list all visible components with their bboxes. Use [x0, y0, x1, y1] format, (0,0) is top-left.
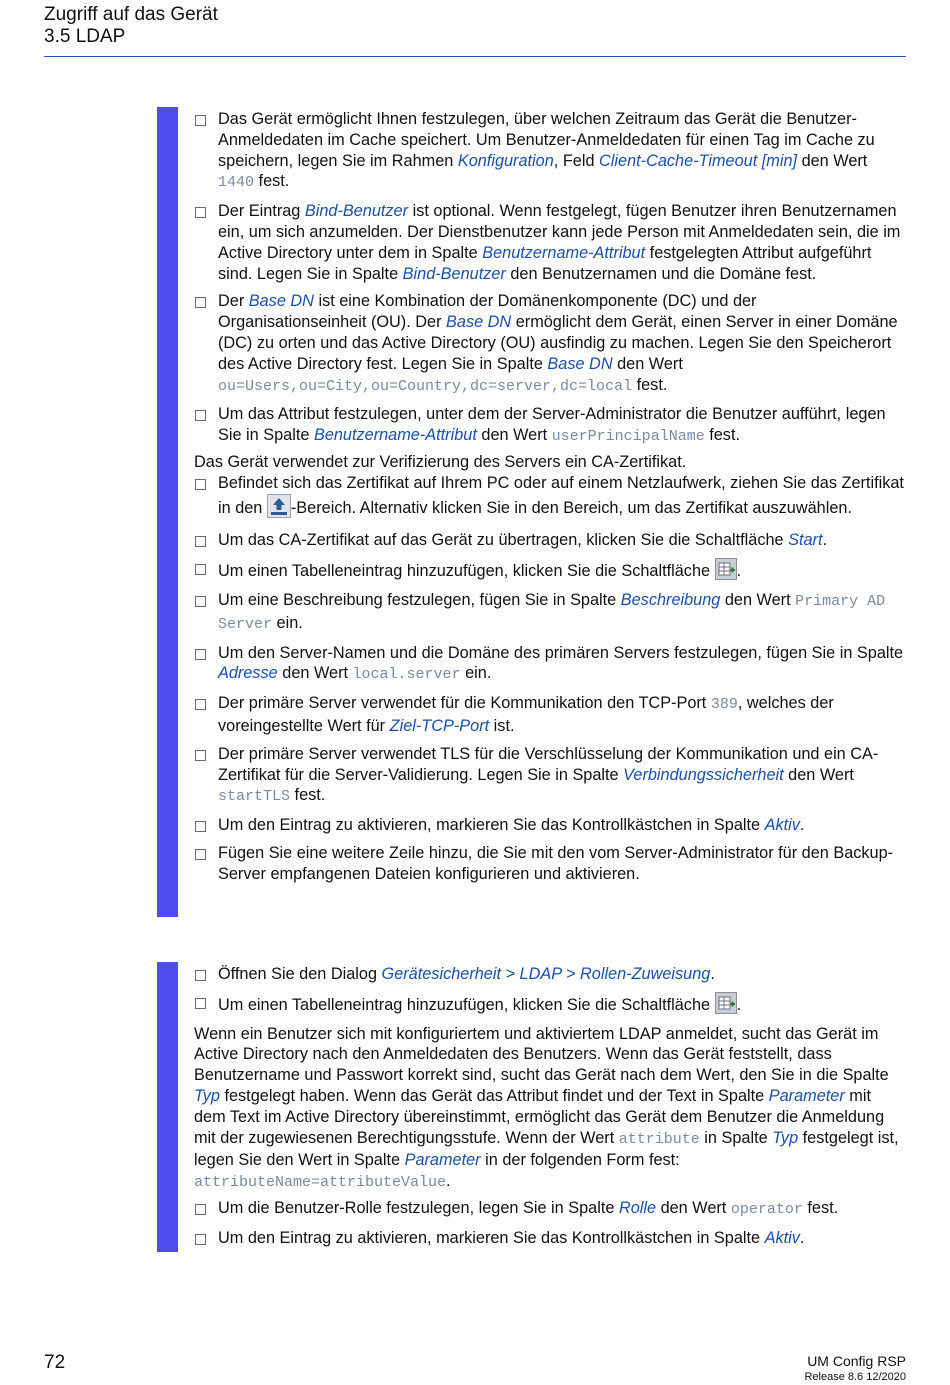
- ui-reference: Typ: [194, 1086, 220, 1105]
- list-item: Öffnen Sie den Dialog Gerätesicherheit > LDAP > Rollen-Zuweisung.: [194, 964, 906, 985]
- ui-reference: Parameter: [404, 1151, 481, 1170]
- list-item: Um den Eintrag zu aktivieren, markieren Sie das Kontrollkästchen in Spalte Aktiv.: [194, 1228, 906, 1249]
- section-title: 3.5 LDAP: [44, 26, 126, 47]
- list-item: Um einen Tabelleneintrag hinzuzufügen, klicken Sie die Schaltfläche .: [194, 992, 906, 1020]
- checkbox-bullet-icon: [195, 115, 206, 126]
- list-item: Der Base DN ist eine Kombination der Domänenkomponente (DC) und der Organisationseinheit (OU). Der Base DN ermöglicht dem Gerät, einen Server in einer Domäne (DC) zu orten und das Active Directory (OU) ausfindig zu machen. Legen Sie den Speicherort des Active Directory fest. Legen Sie in Spalte Base DN den Wert ou=Users,ou=City,ou=Country,dc=server,dc=local fest.: [194, 291, 906, 397]
- checkbox-bullet-icon: [195, 410, 206, 421]
- ui-reference: Base DN: [547, 354, 613, 373]
- checkbox-bullet-icon: [195, 536, 206, 547]
- list-item: Um eine Beschreibung festzulegen, fügen Sie in Spalte Beschreibung den Wert Primary AD Server ein.: [194, 590, 906, 636]
- code-value: attributeName=attributeValue: [194, 1174, 447, 1192]
- ui-reference: Start: [788, 531, 823, 550]
- document-title: UM Config RSP: [807, 1353, 906, 1369]
- checkbox-bullet-icon: [195, 297, 206, 308]
- list-item: Um den Server-Namen und die Domäne des primären Servers festzulegen, fügen Sie in Spalte Adresse den Wert local.server ein.: [194, 643, 906, 687]
- code-value: operator: [730, 1200, 803, 1218]
- ui-reference: Base DN: [248, 292, 314, 311]
- release-info: Release 8.6 12/2020: [804, 1371, 906, 1383]
- checkbox-bullet-icon: [195, 596, 206, 607]
- ui-reference: Adresse: [218, 664, 278, 683]
- ui-reference: Benutzername-Attribut: [482, 243, 646, 262]
- ui-reference: Benutzername-Attribut: [313, 426, 477, 445]
- code-value: ou=Users,ou=City,ou=Country,dc=server,dc=local: [218, 377, 633, 395]
- ui-reference: Aktiv: [764, 816, 800, 835]
- chapter-title: Zugriff auf das Gerät: [44, 4, 218, 25]
- code-value: Primary AD Server: [218, 592, 886, 633]
- list-item: Der Eintrag Bind-Benutzer ist optional. Wenn festgelegt, fügen Benutzer ihren Benutzernamen ein, um sich anzumelden. Der Dienstbenutzer kann jede Person mit Anmeldedaten sein, die im Active Directory unter dem in Spalte Benutzername-Attribut festgelegten Attribut aufgeführt sind. Legen Sie in Spalte Bind-Benutzer den Benutzernamen und die Domäne fest.: [194, 201, 906, 284]
- upload-icon: [267, 494, 291, 524]
- list-item: Der primäre Server verwendet TLS für die Verschlüsselung der Kommunikation und ein CA-Zertifikat für die Server-Validierung. Legen Sie in Spalte Verbindungssicherheit den Wert startTLS fest.: [194, 744, 906, 808]
- ldap-config-section: [194, 109, 906, 885]
- section-marker-bar: [157, 107, 178, 917]
- ui-reference: Bind-Benutzer: [304, 202, 409, 221]
- code-value: 1440: [218, 174, 255, 192]
- code-value: attribute: [618, 1130, 700, 1148]
- list-item: Das Gerät ermöglicht Ihnen festzulegen, über welchen Zeitraum das Gerät die Benutzer-Anmeldedaten im Cache speichert. Um Benutzer-Anmeldedaten für einen Tag im Cache zu speichern, legen Sie im Rahmen Konfiguration, Feld Client-Cache-Timeout [min] den Wert 1440 fest.: [194, 109, 906, 194]
- role-assignment-section: [194, 964, 906, 1249]
- add-row-icon: [715, 558, 737, 586]
- ui-reference: Beschreibung: [620, 590, 721, 609]
- ui-reference: Verbindungssicherheit: [623, 765, 784, 784]
- header-rule: [44, 56, 906, 57]
- code-value: userPrincipalName: [551, 428, 705, 446]
- checkbox-bullet-icon: [195, 998, 206, 1009]
- checkbox-bullet-icon: [195, 699, 206, 710]
- ui-reference: Parameter: [768, 1086, 845, 1105]
- code-value: startTLS: [218, 788, 291, 806]
- checkbox-bullet-icon: [195, 1204, 206, 1215]
- code-value: local.server: [352, 666, 461, 684]
- checkbox-bullet-icon: [195, 649, 206, 660]
- ui-reference: Bind-Benutzer: [402, 264, 506, 283]
- list-item: Befindet sich das Zertifikat auf Ihrem PC oder auf einem Netzlaufwerk, ziehen Sie das Zertifikat in den -Bereich. Alternativ klicken Sie in den Bereich, um das Zertifikat auszuwählen.: [194, 473, 906, 524]
- checkbox-bullet-icon: [195, 750, 206, 761]
- ui-reference: Rolle: [618, 1198, 657, 1217]
- ui-reference: Base DN: [446, 313, 512, 332]
- ui-reference: Konfiguration: [457, 151, 554, 170]
- ui-reference: Ziel-TCP-Port: [389, 716, 490, 735]
- list-item: Um die Benutzer-Rolle festzulegen, legen Sie in Spalte Rolle den Wert operator fest.: [194, 1198, 906, 1221]
- code-value: 389: [710, 696, 738, 714]
- list-item: Um einen Tabelleneintrag hinzuzufügen, klicken Sie die Schaltfläche .: [194, 558, 906, 586]
- ui-reference: Typ: [772, 1128, 799, 1147]
- list-item: Um das Attribut festzulegen, unter dem der Server-Administrator die Benutzer aufführt, legen Sie in Spalte Benutzername-Attribut den Wert userPrincipalName fest.: [194, 404, 906, 448]
- ui-reference: Aktiv: [764, 1228, 800, 1247]
- ui-reference: Client-Cache-Timeout [min]: [599, 151, 798, 170]
- ui-reference: Gerätesicherheit > LDAP > Rollen-Zuweisung: [381, 965, 711, 983]
- page-number: 72: [44, 1352, 66, 1373]
- checkbox-bullet-icon: [195, 207, 206, 218]
- list-item: Um das CA-Zertifikat auf das Gerät zu übertragen, klicken Sie die Schaltfläche Start.: [194, 530, 906, 551]
- running-header: [44, 4, 218, 48]
- add-row-icon: [715, 992, 737, 1020]
- checkbox-bullet-icon: [195, 849, 206, 860]
- checkbox-bullet-icon: [195, 479, 206, 490]
- checkbox-bullet-icon: [195, 821, 206, 832]
- list-item: Um den Eintrag zu aktivieren, markieren Sie das Kontrollkästchen in Spalte Aktiv.: [194, 815, 906, 836]
- checkbox-bullet-icon: [195, 970, 206, 981]
- checkbox-bullet-icon: [195, 1234, 206, 1245]
- list-item: Fügen Sie eine weitere Zeile hinzu, die Sie mit den vom Server-Administrator für den Backup-Server empfangenen Dateien konfigurieren und aktivieren.: [194, 843, 906, 885]
- checkbox-bullet-icon: [195, 564, 206, 575]
- section-marker-bar: [157, 962, 178, 1252]
- paragraph: Das Gerät verwendet zur Verifizierung des Servers ein CA-Zertifikat.: [194, 452, 687, 471]
- list-item: Der primäre Server verwendet für die Kommunikation den TCP-Port 389, welches der voreingestellte Wert für Ziel-TCP-Port ist.: [194, 693, 906, 737]
- paragraph: Wenn ein Benutzer sich mit konfiguriertem und aktiviertem LDAP anmeldet, sucht das Gerät im Active Directory nach den Anmeldedaten des Benutzers. Wenn das Gerät feststellt, dass Benutzername und Passwort korrekt sind, sucht das Gerät nach dem Wert, den Sie in die Spalte Typ festgelegt haben. Wenn das Gerät das Attribut findet und der Text in Spalte Parameter mit dem Text im Active Directory übereinstimmt, ermöglicht das Gerät dem Benutzer die Anmeldung mit der zugewiesenen Berechtigungsstufe. Wenn der Wert attribute in Spalte Typ festgelegt ist, legen Sie den Wert in Spalte Parameter in der folgenden Form fest: attributeName=attributeValue.: [194, 1024, 899, 1192]
